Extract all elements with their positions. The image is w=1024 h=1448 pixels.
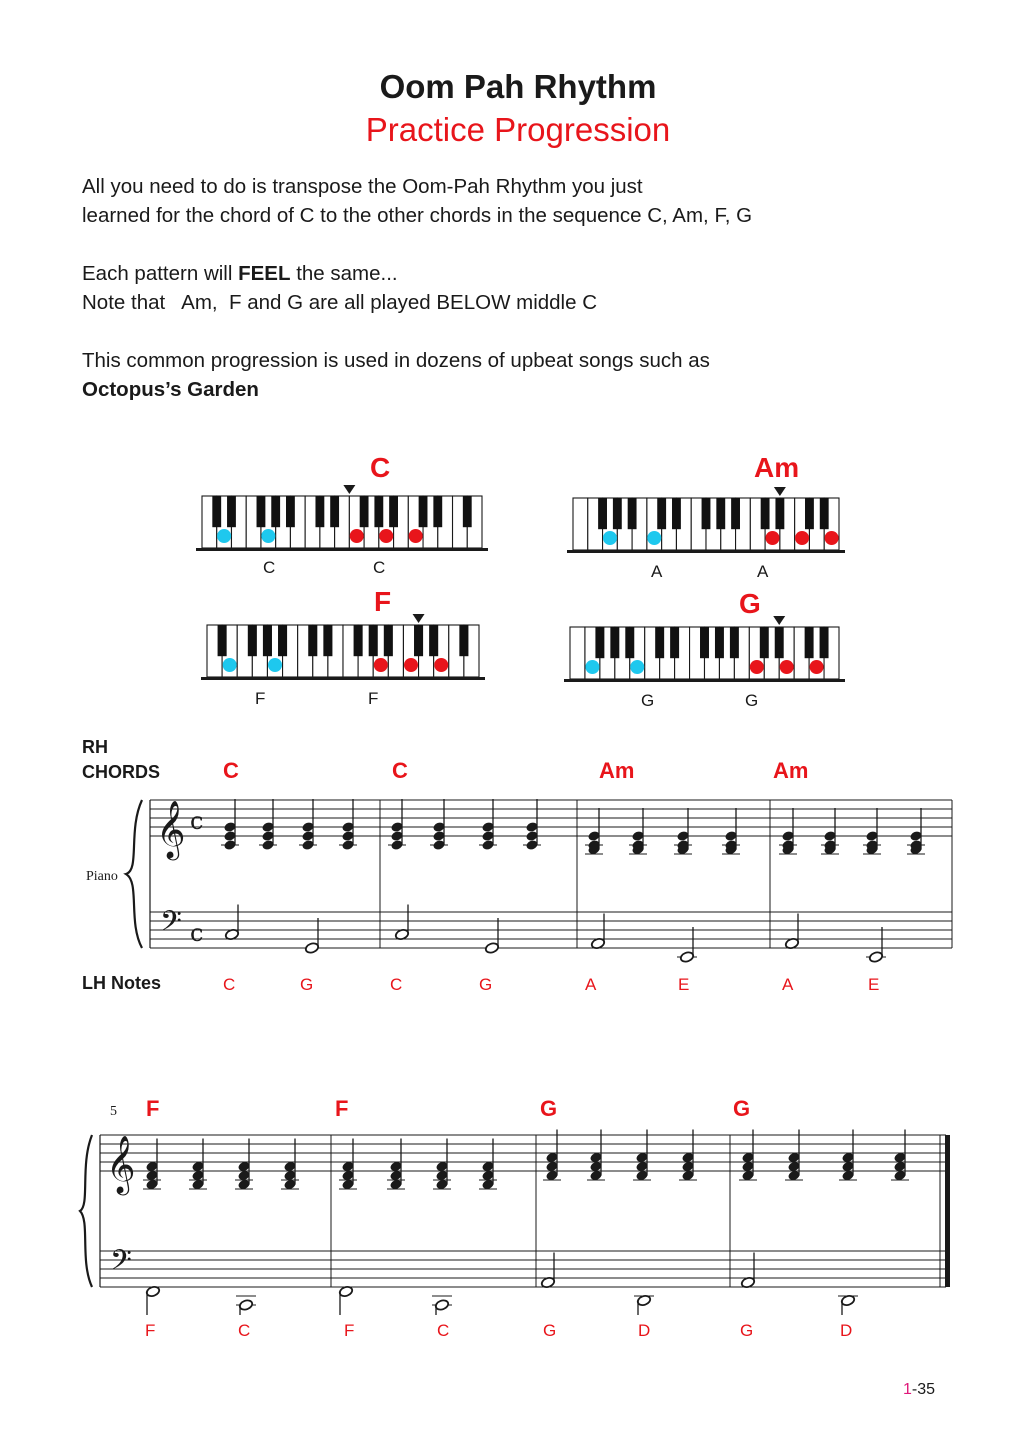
bass-clef: 𝄢 [110,1244,132,1284]
left-hand-dot [647,531,661,545]
page-subtitle: Practice Progression [365,111,671,148]
black-key [672,498,681,529]
black-key [374,496,383,527]
intro-line-5: This common progression is used in dozens of upbeat songs such as [82,349,710,372]
black-key [330,496,339,527]
black-key [419,496,428,527]
black-key [730,627,739,658]
measure-number: 5 [110,1104,117,1119]
right-hand-dot [766,531,780,545]
keyboard-f-label-lh: F [255,689,266,708]
treble-clef: 𝄞 [106,1135,136,1193]
black-key [433,496,442,527]
lh-note-7: A [782,975,794,994]
keyboard-am-label-rh: A [757,562,769,581]
right-hand-dot [780,660,794,674]
song-title-octopus: Octopus’s Garden [82,378,259,401]
treble-clef: 𝄞 [156,800,186,858]
right-hand-dot [810,660,824,674]
half-notehead [239,1299,254,1311]
half-notehead [305,942,320,954]
black-key [657,498,666,529]
black-key [315,496,324,527]
intro-line-2: learned for the chord of C to the other chords in the sequence C, Am, F, G [82,204,753,227]
black-key [459,625,468,656]
black-key [655,627,664,658]
grand-staff-brace [80,1135,92,1287]
black-key [278,625,287,656]
keyboard-base [564,679,845,682]
right-hand-dot [404,658,418,672]
black-key [805,627,814,658]
black-key [820,498,829,529]
black-key [610,627,619,658]
black-key [360,496,369,527]
intro-line-3 [82,259,398,288]
keyboard-g-label-rh: G [745,691,759,710]
page-title: Oom Pah Rhythm [379,68,657,105]
black-key [212,496,221,527]
black-key [463,496,472,527]
black-key [271,496,280,527]
sheet-chord-5: F [146,1096,160,1121]
lh-notes-label: LH Notes [82,973,162,993]
left-hand-dot [603,531,617,545]
sheet-chord-3: Am [599,758,635,783]
sheet-chord-4: Am [773,758,809,783]
black-key [227,496,236,527]
black-key [820,627,829,658]
keyboard-chord-am: Am [754,452,800,483]
left-hand-dot [261,529,275,543]
keyboard-diagram-f [201,613,485,683]
right-hand-dot [750,660,764,674]
sheet-chord-2: C [392,758,408,783]
grand-staff-brace [126,800,142,948]
black-key [218,625,227,656]
white-key [570,627,585,679]
lh-note-4: G [479,975,493,994]
score-system-2 [78,1125,963,1315]
black-key [731,498,740,529]
page-number-chapter: 1 [903,1381,912,1398]
lh-note-9: F [145,1321,156,1340]
middle-c-marker [774,487,786,496]
black-key [263,625,272,656]
right-hand-dot [374,658,388,672]
keyboard-diagram-am [567,486,845,556]
intro-line-3-start: Each pattern will [82,262,239,285]
lh-note-13: G [543,1321,557,1340]
lh-note-3: C [390,975,403,994]
final-barline-thick [945,1135,950,1287]
left-hand-dot [268,658,282,672]
black-key [715,627,724,658]
right-hand-dot [795,531,809,545]
black-key [670,627,679,658]
black-key [598,498,607,529]
black-key [389,496,398,527]
instrument-label: Piano [86,869,118,884]
intro-line-4: Note that Am, F and G are all played BELOW middle C [82,291,598,314]
time-signature-common-treble: c [190,807,204,835]
lh-note-16: D [840,1321,853,1340]
chords-label: CHORDS [82,762,161,782]
lh-note-5: A [585,975,597,994]
right-hand-dot [825,531,839,545]
half-notehead [869,951,884,963]
black-key [761,498,770,529]
keyboard-f-label-rh: F [368,689,379,708]
black-key [625,627,634,658]
middle-c-marker [343,485,355,494]
black-key [760,627,769,658]
keyboard-c-label-rh: C [373,558,386,577]
lh-note-1: C [223,975,236,994]
black-key [248,625,257,656]
white-key [573,498,588,550]
lh-note-8: E [868,975,880,994]
black-key [414,625,423,656]
right-hand-dot [409,529,423,543]
intro-line-3-end: the same... [290,262,398,285]
lh-note-2: G [300,975,314,994]
black-key [613,498,622,529]
sheet-chord-7: G [540,1096,558,1121]
black-key [429,625,438,656]
keyboard-chord-g: G [739,588,761,619]
black-key [628,498,637,529]
black-key [716,498,725,529]
time-signature-common-bass: c [190,919,204,947]
intro-emphasis-feel: FEEL [238,262,291,285]
keyboard-base [567,550,845,553]
right-hand-dot [350,529,364,543]
keyboard-g-label-lh: G [641,691,655,710]
black-key [595,627,604,658]
lh-note-10: C [238,1321,251,1340]
black-key [257,496,266,527]
black-key [354,625,363,656]
left-hand-dot [630,660,644,674]
score-system-1 [120,790,960,970]
lh-note-11: F [344,1321,355,1340]
keyboard-base [196,548,488,551]
black-key [369,625,378,656]
keyboard-diagram-g [564,615,845,685]
keyboard-chord-f: F [374,586,392,617]
left-hand-dot [223,658,237,672]
left-hand-dot [585,660,599,674]
keyboard-chord-c: C [370,452,391,483]
half-notehead [435,1299,450,1311]
black-key [775,627,784,658]
right-hand-dot [434,658,448,672]
lh-note-6: E [678,975,690,994]
black-key [775,498,784,529]
page-number-page: -35 [911,1381,936,1398]
lh-note-12: C [437,1321,450,1340]
middle-c-marker [773,616,785,625]
keyboard-am-label-lh: A [651,562,663,581]
bass-clef: 𝄢 [160,905,182,945]
middle-c-marker [413,614,425,623]
black-key [308,625,317,656]
black-key [702,498,711,529]
black-key [384,625,393,656]
lh-note-14: D [638,1321,651,1340]
page-number [903,1381,935,1399]
black-key [323,625,332,656]
left-hand-dot [217,529,231,543]
rh-label: RH [82,737,108,757]
half-notehead [485,942,500,954]
sheet-chord-1: C [223,758,239,783]
keyboard-c-label-lh: C [263,558,276,577]
intro-line-1: All you need to do is transpose the Oom-Pah Rhythm you just [82,175,643,198]
black-key [700,627,709,658]
sheet-chord-6: F [335,1096,349,1121]
half-notehead [680,951,695,963]
right-hand-dot [379,529,393,543]
keyboard-base [201,677,485,680]
black-key [286,496,295,527]
lh-note-15: G [740,1321,754,1340]
keyboard-diagram-c [196,484,488,554]
sheet-chord-8: G [733,1096,751,1121]
black-key [805,498,814,529]
